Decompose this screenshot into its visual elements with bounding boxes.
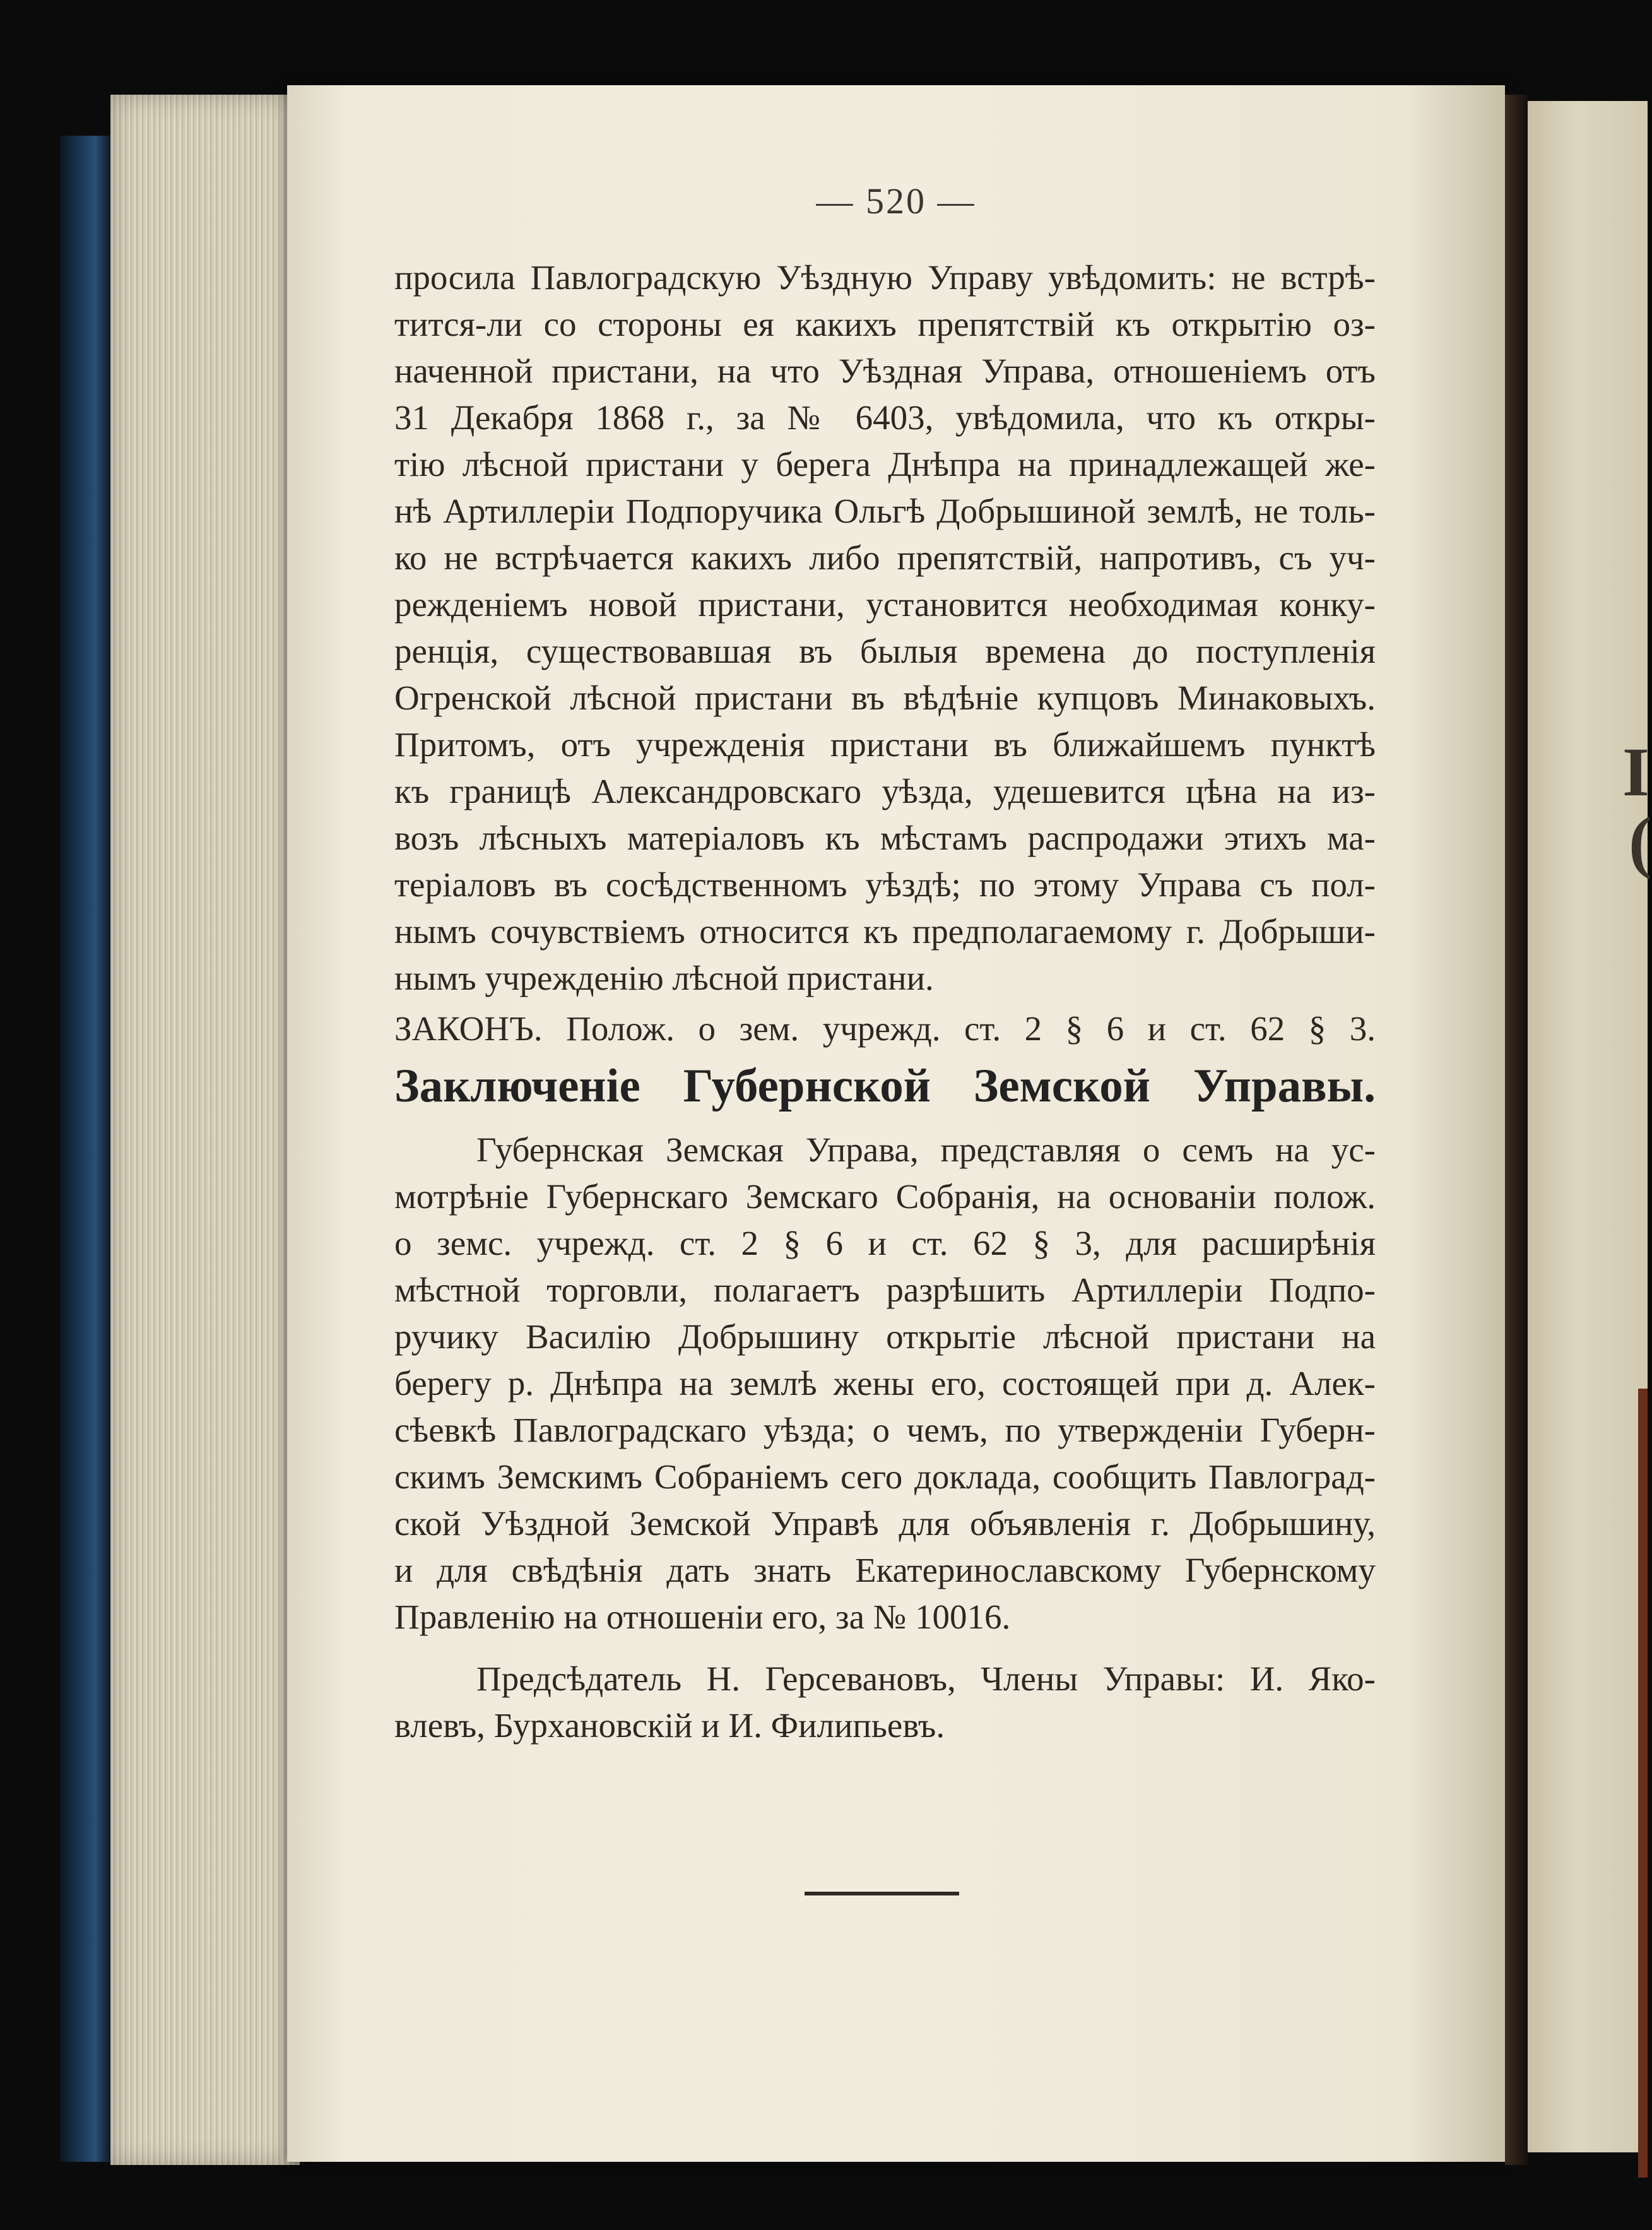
- signature-line: влевъ, Бурхановскій и И. Филипьевъ.: [394, 1706, 945, 1745]
- closing-rule: [805, 1892, 959, 1895]
- text-line: мотрѣніе Губернскаго Земскаго Собранія, на основаніи полож.: [394, 1177, 1376, 1216]
- text-line: ручику Василію Добрышину открытіе лѣсной пристани на: [394, 1317, 1376, 1356]
- text-line: просила Павлоградскую Уѣздную Управу увѣдомить: не встрѣ-: [394, 258, 1376, 297]
- text-line: теріаловъ въ сосѣдственномъ уѣздѣ; по этому Управа съ пол-: [394, 865, 1376, 904]
- text-line: Губернская Земская Управа, представляя о семъ на ус-: [476, 1130, 1376, 1169]
- text-line: къ границѣ Александровскаго уѣзда, удешевится цѣна на из-: [394, 772, 1376, 810]
- signature-block: [394, 1656, 1376, 1749]
- section-heading: Заключеніе Губернской Земской Управы.: [394, 1060, 1376, 1112]
- paragraph-gap: [394, 1640, 1376, 1656]
- text-line: скимъ Земскимъ Собраніемъ сего доклада, сообщить Павлоград-: [394, 1457, 1376, 1496]
- text-line: Правленію на отношеніи его, за № 10016.: [394, 1598, 1011, 1636]
- page-stack-edge: [110, 95, 300, 2165]
- text-line: мѣстной торговли, полагаетъ разрѣшить Артиллеріи Подпо-: [394, 1271, 1376, 1309]
- signature-line: Предсѣдатель Н. Герсевановъ, Члены Управы: И. Яко-: [476, 1659, 1376, 1698]
- text-line: возъ лѣсныхъ матеріаловъ къ мѣстамъ распродажи этихъ ма-: [394, 819, 1376, 857]
- facing-page-glyph: I: [1622, 733, 1649, 810]
- page-text: [394, 254, 1376, 1749]
- text-line: Огренской лѣсной пристани въ вѣдѣніе купцовъ Минаковыхъ.: [394, 679, 1376, 717]
- book-page: [287, 85, 1505, 2162]
- text-line: сѣевкѣ Павлоградскаго уѣзда; о чемъ, по утвержденіи Губерн-: [394, 1411, 1376, 1449]
- text-line: о земс. учрежд. ст. 2 § 6 и ст. 62 § 3, для расширѣнія: [394, 1224, 1376, 1262]
- book-cover-edge-right: [1638, 1389, 1648, 2178]
- paragraph-2: [394, 1127, 1376, 1640]
- book-spine-gap: [1505, 95, 1528, 2165]
- page-number: — 520 —: [816, 181, 976, 222]
- text-line: нымъ учрежденію лѣсной пристани.: [394, 959, 934, 997]
- text-line: наченной пристани, на что Уѣздная Управа, отношеніемъ отъ: [394, 352, 1376, 390]
- text-line: тію лѣсной пристани у берега Днѣпра на принадлежащей же-: [394, 445, 1376, 483]
- text-line: берегу р. Днѣпра на землѣ жены его, состоящей при д. Алек-: [394, 1364, 1376, 1403]
- text-line: ренція, существовавшая въ былыя времена до поступленія: [394, 632, 1376, 670]
- text-line: ко не встрѣчается какихъ либо препятствій, напротивъ, съ уч-: [394, 538, 1376, 577]
- book-cover-edge: [60, 136, 110, 2162]
- text-line: и для свѣдѣнія дать знать Екатеринославскому Губернскому: [394, 1551, 1376, 1589]
- text-line: Притомъ, отъ учрежденія пристани въ ближайшемъ пунктѣ: [394, 725, 1376, 764]
- text-line: ской Уѣздной Земской Управѣ для объявленія г. Добрышину,: [394, 1504, 1376, 1543]
- facing-page-glyph: (: [1629, 803, 1652, 880]
- text-line: нымъ сочувствіемъ относится къ предполагаемому г. Добрыши-: [394, 912, 1376, 951]
- text-line: тится-ли со стороны ея какихъ препятствій къ открытію оз-: [394, 305, 1376, 343]
- text-line: режденіемъ новой пристани, установится необходимая конку-: [394, 585, 1376, 624]
- facing-page: [1528, 101, 1652, 2152]
- text-line: нѣ Артиллеріи Подпоручика Ольгѣ Добрышиной землѣ, не толь-: [394, 492, 1376, 530]
- law-reference: ЗАКОНЪ. Полож. о зем. учрежд. ст. 2 § 6 и ст. 62 § 3.: [394, 1009, 1376, 1048]
- paragraph-1: [394, 254, 1376, 1002]
- text-line: 31 Декабря 1868 г., за № 6403, увѣдомила, что къ откры-: [394, 398, 1376, 437]
